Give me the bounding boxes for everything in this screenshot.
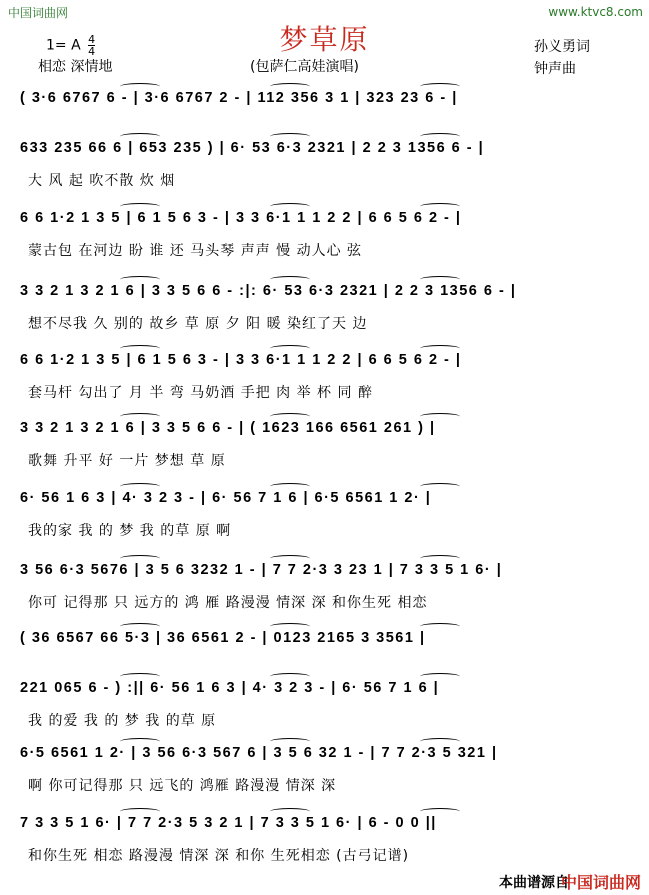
lyric-line: 套马杆 勾出了 月 半 弯 马奶酒 手把 肉 举 杯 同 醉	[28, 385, 373, 401]
slur-mark	[420, 623, 460, 630]
slur-mark	[120, 673, 160, 680]
slur-mark	[420, 203, 460, 210]
lyric-line: 啊 你可记得那 只 远飞的 鸿雁 路漫漫 情深 深	[28, 778, 337, 794]
lyric-line: 和你生死 相恋 路漫漫 情深 深 和你 生死相恋 (古弓记谱)	[28, 848, 410, 864]
singer-credit: (包萨仁高娃演唱)	[250, 59, 359, 75]
slur-mark	[120, 276, 160, 283]
slur-mark	[270, 276, 310, 283]
slur-mark	[270, 555, 310, 562]
slur-mark	[270, 133, 310, 140]
watermark-top-left: 中国词曲网	[8, 6, 69, 20]
notation-line: 633 235 66 6 | 653 235 ) | 6· 53 6·3 2321 | 2 2 3 1356 6 - |	[20, 140, 485, 156]
notation-line: 6· 56 1 6 3 | 4· 3 2 3 - | 6· 56 7 1 6 | 6·5 6561 1 2· |	[20, 490, 432, 506]
slur-mark	[270, 673, 310, 680]
notation-line: 6 6 1·2 1 3 5 | 6 1 5 6 3 - | 3 3 6·1 1 1 2 2 | 6 6 5 6 2 - |	[20, 210, 462, 226]
notation-line: 6 6 1·2 1 3 5 | 6 1 5 6 3 - | 3 3 6·1 1 1 2 2 | 6 6 5 6 2 - |	[20, 352, 462, 368]
notation-line: ( 3·6 6767 6 - | 3·6 6767 2 - | 112 356 3 1 | 323 23 6 - |	[20, 90, 458, 106]
slur-mark	[420, 483, 460, 490]
lyric-line: 你可 记得那 只 远方的 鸿 雁 路漫漫 情深 深 和你生死 相恋	[28, 595, 428, 611]
notation-line: 6·5 6561 1 2· | 3 56 6·3 567 6 | 3 5 6 32 1 - | 7 7 2·3 5 321 |	[20, 745, 498, 761]
mood-marking: 相恋 深情地	[38, 59, 113, 75]
slur-mark	[420, 555, 460, 562]
time-denominator: 4	[88, 45, 96, 58]
lyric-line: 蒙古包 在河边 盼 谁 还 马头琴 声声 慢 动人心 弦	[28, 243, 363, 259]
footer-source-label: 本曲谱源自	[499, 875, 569, 891]
lyric-line: 歌舞 升平 好 一片 梦想 草 原	[28, 453, 226, 469]
slur-mark	[420, 738, 460, 745]
slur-mark	[120, 83, 160, 90]
notation-line: 221 065 6 - ) :|| 6· 56 1 6 3 | 4· 3 2 3 - | 6· 56 7 1 6 |	[20, 680, 440, 696]
slur-mark	[120, 203, 160, 210]
lyric-line: 我的家 我 的 梦 我 的草 原 啊	[28, 523, 232, 539]
lyricist-credit: 孙义勇词	[534, 39, 590, 55]
lyric-line: 大 风 起 吹不散 炊 烟	[28, 173, 176, 189]
slur-mark	[270, 808, 310, 815]
slur-mark	[120, 555, 160, 562]
slur-mark	[120, 413, 160, 420]
time-numerator: 4	[88, 33, 96, 46]
slur-mark	[270, 413, 310, 420]
slur-mark	[120, 738, 160, 745]
slur-mark	[270, 83, 310, 90]
lyric-line: 想不尽我 久 别的 故乡 草 原 夕 阳 暖 染红了天 边	[28, 316, 368, 332]
time-signature	[88, 34, 95, 57]
slur-mark	[270, 345, 310, 352]
slur-mark	[420, 276, 460, 283]
notation-line: 7 3 3 5 1 6· | 7 7 2·3 5 3 2 1 | 7 3 3 5 1 6· | 6 - 0 0 ||	[20, 815, 437, 831]
slur-mark	[270, 203, 310, 210]
key-signature	[46, 34, 95, 57]
notation-line: 3 56 6·3 5676 | 3 5 6 3232 1 - | 7 7 2·3 3 23 1 | 7 3 3 5 1 6· |	[20, 562, 503, 578]
slur-mark	[420, 133, 460, 140]
notation-line: 3 3 2 1 3 2 1 6 | 3 3 5 6 6 - | ( 1623 166 6561 261 ) |	[20, 420, 436, 436]
notation-line: 3 3 2 1 3 2 1 6 | 3 3 5 6 6 - :|: 6· 53 6·3 2321 | 2 2 3 1356 6 - |	[20, 283, 517, 299]
key-prefix: 1= A	[46, 37, 81, 54]
slur-mark	[270, 483, 310, 490]
watermark-top-right[interactable]: www.ktvc8.com	[548, 5, 643, 19]
slur-mark	[420, 345, 460, 352]
slur-mark	[420, 808, 460, 815]
composer-credit: 钟声曲	[534, 61, 576, 77]
slur-mark	[120, 623, 160, 630]
slur-mark	[420, 413, 460, 420]
lyric-line: 我 的爱 我 的 梦 我 的草 原	[28, 713, 217, 729]
notation-line: ( 36 6567 66 5·3 | 36 6561 2 - | 0123 2165 3 3561 |	[20, 630, 426, 646]
slur-mark	[120, 345, 160, 352]
slur-mark	[420, 673, 460, 680]
slur-mark	[120, 133, 160, 140]
slur-mark	[420, 83, 460, 90]
slur-mark	[270, 623, 310, 630]
footer-site-name: 中国词曲网	[560, 873, 641, 892]
song-title: 梦草原	[279, 23, 370, 56]
slur-mark	[120, 483, 160, 490]
slur-mark	[120, 808, 160, 815]
slur-mark	[270, 738, 310, 745]
